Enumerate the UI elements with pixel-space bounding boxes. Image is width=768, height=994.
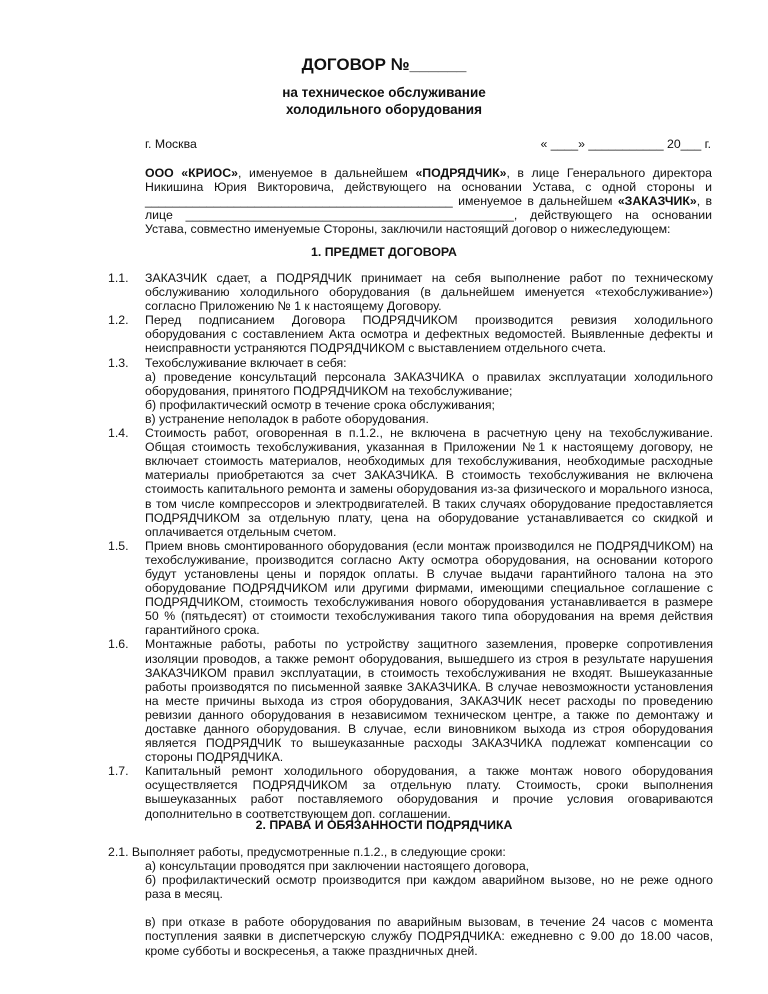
subtitle-line-1: на техническое обслуживание xyxy=(282,85,486,100)
clause-number: 1.5. xyxy=(108,538,129,553)
clause-2-1-sub-b: б) профилактический осмотр производится при каждом аварийном вызове, но не реже одного раза в месяц. xyxy=(145,873,713,902)
clause-sub-a: а) проведение консультаций персонала ЗАКАЗЧИКА о правилах эксплуатации холодильного оборудования, принятого ПОДРЯДЧИКОМ на техобслуживание; xyxy=(145,369,713,398)
section-2-body xyxy=(108,845,713,958)
section-2-heading: 2. ПРАВА И ОБЯЗАННОСТИ ПОДРЯДЧИКА xyxy=(255,818,513,832)
clause-text: Перед подписанием Договора ПОДРЯДЧИКОМ производится ревизия холодильного оборудования с составлением Акта осмотра и дефектных ведомостей. Выявленные дефекты и неисправности устраняются ПОДРЯДЧИКОМ с выставлением отдельного счета. xyxy=(145,313,713,356)
clause-text: Прием вновь смонтированного оборудования (если монтаж производился не ПОДРЯДЧИКОМ) на техобслуживание, производится согласно Акту осмотра оборудования, на основании которого будут установлены цены и порядок оплаты. В случае выдачи гарантийного талона на это оборудование ПОДРЯДЧИКОМ или другими фирмами, имеющими специальное соглашение с ПОДРЯДЧИКОМ, стоимость техобслуживания нового оборудования устанавливается в размере 50 % (пятьдесят) от стоимости техобслуживания такого типа оборудования на время действия гарантийного срока. xyxy=(145,538,713,638)
contract-date: « ____» ___________ 20___ г. xyxy=(540,137,711,151)
section-1-heading: 1. ПРЕДМЕТ ДОГОВОРА xyxy=(311,245,457,259)
clause-2-1-sub-a: а) консультации проводятся при заключении настоящего договора, xyxy=(145,859,530,874)
clause-1-1 xyxy=(108,271,713,313)
contract-city: г. Москва xyxy=(145,137,197,151)
clause-number: 1.4. xyxy=(108,426,129,441)
clause-text: Капитальный ремонт холодильного оборудования, а также монтаж нового оборудования осуществляется ПОДРЯДЧИКОМ за отдельную плату. Стоимость, сроки выполнения вышеуказанных работ поставляемого оборудования и прочие условия оговариваются дополнительно в соответствующем доп. соглашении. xyxy=(145,764,713,821)
clause-sub-v: в) устранение неполадок в работе оборудования. xyxy=(145,411,429,426)
clause-text: ЗАКАЗЧИК сдает, а ПОДРЯДЧИК принимает на себя выполнение работ по техническому обслуживанию холодильного оборудования (в дальнейшем именуется «техобслуживание») согласно Приложению № 1 к настоящему Договору. xyxy=(145,271,713,314)
clause-text: Монтажные работы, работы по устройству защитного заземления, проверке сопротивления изоляции проводов, а также ремонт оборудования, вышедшего из строя в результате нарушения ЗАКАЗЧИКОМ правил эксплуатации, в стоимость техобслуживания не входят. Вышеуказанные работы производятся по письменной заявке ЗАКАЗЧИКА. В случае невозможности установления на месте причины выхода из строя оборудования, ЗАКАЗЧИК несет расходы по проведению ревизии данного оборудования в независимом техническом центре, а также по демонтажу и доставке данного оборудования. В случае, если виновником выхода из строя оборудования является ПОДРЯДЧИК то вышеуказанные расходы ЗАКАЗЧИКА подлежат компенсации со стороны ПОДРЯДЧИКА. xyxy=(145,637,713,765)
clause-1-4 xyxy=(108,426,713,539)
contractor-term: «ПОДРЯДЧИК» xyxy=(415,166,507,180)
clause-number: 1.6. xyxy=(108,637,129,652)
customer-term: «ЗАКАЗЧИК» xyxy=(617,194,697,209)
clause-number: 1.3. xyxy=(108,355,129,370)
subtitle-line-2: холодильного оборудования xyxy=(286,101,482,117)
clause-number: 1.1. xyxy=(108,271,129,285)
clause-1-7 xyxy=(108,764,713,820)
intro-part-1: , именуемое в дальнейшем xyxy=(237,166,416,180)
clause-2-1-lead: 2.1. Выполняет работы, предусмотренные п.1.2., в следующие сроки: xyxy=(108,845,506,859)
section-1-items xyxy=(108,271,713,821)
company-name: ООО «КРИОС» xyxy=(145,166,238,180)
clause-number: 1.2. xyxy=(108,313,129,328)
document-subtitle xyxy=(0,85,768,118)
clause-1-5 xyxy=(108,539,713,638)
clause-sub-b: б) профилактический осмотр в течение срока обслуживания; xyxy=(145,397,495,412)
clause-text: Техобслуживание включает в себя: xyxy=(145,355,347,370)
clause-2-1-sub-v: в) при отказе в работе оборудования по аварийным вызовам, в течение 24 часов с момента поступления заявки в диспетчерскую службу ПОДРЯДЧИКА: ежедневно с 9.00 до 18.00 часов, кроме субботы и воскресенья, а также праздничных дней. xyxy=(145,915,713,958)
clause-1-6 xyxy=(108,637,713,764)
clause-1-2 xyxy=(108,313,713,355)
clause-body xyxy=(145,356,713,426)
intro-paragraph xyxy=(145,166,712,236)
clause-number: 1.7. xyxy=(108,764,129,779)
intro-part-3: , в лице ________________________________________________, действующего на основании Устава, совместно именуемые Стороны, заключили настоящий договор о нижеследующем: xyxy=(145,194,712,237)
document-title: ДОГОВОР №______ xyxy=(301,55,467,74)
intro-part-2: , в лице Генерального директора Никишина Юрия Викторовича, действующего на основании Устава, с одной стороны и _____________________________________________ именуемое в дальнейшем xyxy=(145,166,713,209)
clause-1-3 xyxy=(108,356,713,426)
clause-text: Стоимость работ, оговоренная в п.1.2., не включена в расчетную цену на техобслуживание. Общая стоимость техобслуживания, указанная в Приложении №1 к настоящему договору, не включает стоимость материалов, необходимых для техобслуживания, необходимые расходные материалы приобретаются за счет ЗАКАЗЧИКА. В стоимость техобслуживания не включена стоимость капитального ремонта и замены оборудования из-за физического и морального износа, в том числе компрессоров и электродвигателей. В таких случаях оборудование предоставляется ПОДРЯДЧИКОМ за отдельную плату, цена на оборудование устанавливается со скидкой и оплачивается отдельным счетом. xyxy=(145,426,713,539)
